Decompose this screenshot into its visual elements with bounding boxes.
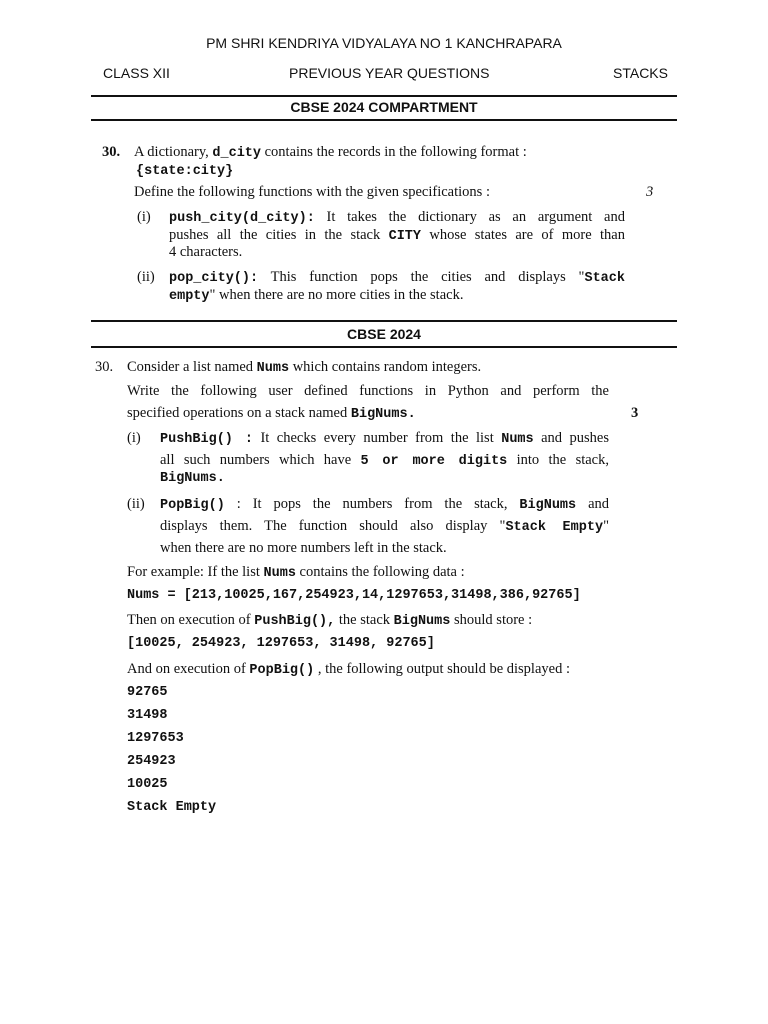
- question-text: Consider a list named Nums which contains random integers.: [127, 359, 482, 376]
- item-text: empty" when there are no more cities in the stack.: [169, 287, 464, 304]
- question-text: specified operations on a stack named BigNums.: [127, 405, 416, 422]
- chapter-label: STACKS: [613, 65, 668, 81]
- question-text: Write the following user defined functions in Python and perform the: [127, 383, 609, 399]
- code-line: Nums = [213,10025,167,254923,14,1297653,31498,386,92765]: [127, 588, 581, 603]
- divider: [91, 95, 677, 97]
- divider: [91, 320, 677, 322]
- item-text: push_city(d_city): It takes the dictionary as an argument and: [169, 209, 625, 226]
- item-label: (i): [127, 430, 141, 446]
- question-text: Define the following functions with the given specifications :: [134, 184, 490, 200]
- output-line: 1297653: [127, 731, 184, 746]
- output-line: Stack Empty: [127, 800, 217, 815]
- output-line: 92765: [127, 685, 168, 700]
- marks: 3: [646, 184, 654, 200]
- output-line: 31498: [127, 708, 168, 723]
- output-line: 10025: [127, 777, 168, 792]
- divider: [91, 346, 677, 348]
- question-number: 30.: [95, 359, 114, 375]
- item-label: (i): [137, 209, 151, 225]
- item-text: when there are no more numbers left in the stack.: [160, 540, 447, 556]
- item-text: PushBig() : It checks every number from the list Nums and pushes: [160, 430, 609, 447]
- item-label: (ii): [137, 269, 155, 285]
- question-text: A dictionary, d_city contains the records in the following format :: [134, 144, 527, 161]
- format-code: {state:city}: [136, 164, 234, 179]
- example-text: And on execution of PopBig() , the following output should be displayed :: [127, 661, 570, 678]
- marks: 3: [631, 405, 639, 421]
- item-text: displays them. The function should also display "Stack Empty": [160, 518, 609, 535]
- item-text: pop_city(): This function pops the cities and displays "Stack: [169, 269, 625, 286]
- output-line: 254923: [127, 754, 176, 769]
- school-name: PM SHRI KENDRIYA VIDYALAYA NO 1 KANCHRAPARA: [206, 35, 562, 51]
- item-label: (ii): [127, 496, 145, 512]
- topic-label: PREVIOUS YEAR QUESTIONS: [289, 65, 490, 81]
- divider: [91, 119, 677, 121]
- question-number: 30.: [102, 144, 121, 160]
- section-title: CBSE 2024: [347, 326, 421, 342]
- item-text: all such numbers which have 5 or more digits into the stack,: [160, 452, 609, 469]
- item-text: 4 characters.: [169, 244, 243, 260]
- item-text: pushes all the cities in the stack CITY whose states are of more than: [169, 227, 625, 244]
- example-text: Then on execution of PushBig(), the stack BigNums should store :: [127, 612, 533, 629]
- example-text: For example: If the list Nums contains the following data :: [127, 564, 465, 581]
- class-label: CLASS XII: [103, 65, 170, 81]
- code-line: [10025, 254923, 1297653, 31498, 92765]: [127, 636, 435, 651]
- section-title: CBSE 2024 COMPARTMENT: [290, 99, 478, 115]
- item-text: BigNums.: [160, 471, 225, 486]
- item-text: PopBig() : It pops the numbers from the stack, BigNums and: [160, 496, 610, 513]
